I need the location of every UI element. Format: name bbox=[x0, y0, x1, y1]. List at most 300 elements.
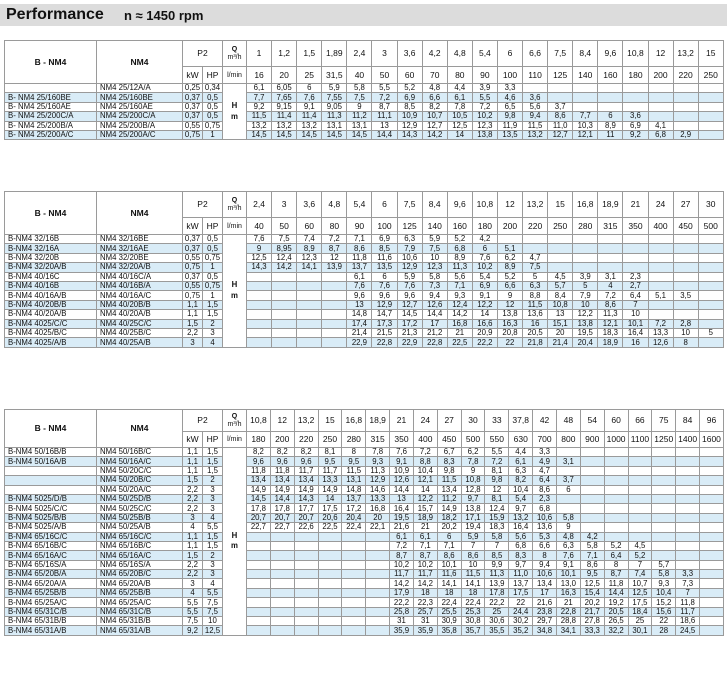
head-value bbox=[604, 494, 628, 503]
head-value: 8,7 bbox=[372, 102, 397, 111]
head-value: 6,3 bbox=[556, 541, 580, 550]
head-value: 4,6 bbox=[497, 93, 522, 102]
head-value bbox=[297, 338, 322, 347]
head-value: 7,8 bbox=[447, 102, 472, 111]
flow-lmin: 110 bbox=[523, 67, 548, 84]
head-value: 3,9 bbox=[573, 272, 598, 281]
head-value: 5,5 bbox=[472, 93, 497, 102]
head-value: 31 bbox=[413, 617, 437, 626]
head-value bbox=[580, 494, 604, 503]
kw-cell: 9,2 bbox=[183, 626, 203, 635]
head-value bbox=[652, 532, 676, 541]
flow-m3h: 42 bbox=[533, 410, 557, 432]
head-value: 24,4 bbox=[509, 607, 533, 616]
head-value: 8,4 bbox=[548, 291, 573, 300]
head-value bbox=[673, 244, 698, 253]
head-value: 9 bbox=[556, 523, 580, 532]
head-value: 9,2 bbox=[247, 102, 272, 111]
head-value bbox=[628, 448, 652, 457]
head-value: 7,7 bbox=[573, 112, 598, 121]
head-value: 14,1 bbox=[461, 579, 485, 588]
head-value bbox=[272, 310, 297, 319]
head-value bbox=[318, 626, 342, 635]
head-value: 10,4 bbox=[509, 485, 533, 494]
head-value bbox=[294, 541, 318, 550]
head-value bbox=[700, 466, 724, 475]
flow-lmin: 220 bbox=[673, 67, 698, 84]
table-row bbox=[5, 626, 724, 635]
flow-lmin: 50 bbox=[272, 218, 297, 235]
head-value: 14,6 bbox=[366, 485, 390, 494]
flow-lmin: 400 bbox=[413, 432, 437, 448]
head-value: 22,2 bbox=[472, 338, 497, 347]
head-value: 5,1 bbox=[497, 244, 522, 253]
head-value: 8,9 bbox=[297, 244, 322, 253]
head-value: 33,3 bbox=[580, 626, 604, 635]
kw-cell: 1,1 bbox=[183, 300, 203, 309]
table-row bbox=[5, 338, 724, 347]
hp-cell: 1,5 bbox=[203, 532, 223, 541]
performance-table bbox=[4, 409, 724, 636]
hp-cell: 2 bbox=[203, 319, 223, 328]
head-value: 30,2 bbox=[509, 617, 533, 626]
hp-header: HP bbox=[203, 67, 223, 84]
nm4-header: NM4 bbox=[97, 192, 183, 235]
head-value: 8,2 bbox=[422, 102, 447, 111]
kw-cell: 0,75 bbox=[183, 263, 203, 272]
kw-cell: 5,5 bbox=[183, 598, 203, 607]
kw-cell: 1,1 bbox=[183, 310, 203, 319]
head-value: 9 bbox=[247, 244, 272, 253]
head-value: 5,1 bbox=[648, 291, 673, 300]
flow-m3h: 3,6 bbox=[397, 41, 422, 67]
nm4-cell: NM4 65/16B/C bbox=[97, 541, 183, 550]
kw-cell: 4 bbox=[183, 588, 203, 597]
hp-cell: 10 bbox=[203, 617, 223, 626]
flow-lmin: 1600 bbox=[700, 432, 724, 448]
flow-lmin: 40 bbox=[347, 67, 372, 84]
head-value: 4,8 bbox=[422, 84, 447, 93]
hp-cell: 7,5 bbox=[203, 607, 223, 616]
head-value bbox=[698, 319, 723, 328]
kw-cell: 1,1 bbox=[183, 466, 203, 475]
head-value bbox=[523, 84, 548, 93]
head-value: 17,5 bbox=[628, 598, 652, 607]
head-value: 9,5 bbox=[342, 457, 366, 466]
head-value: 14,5 bbox=[397, 310, 422, 319]
head-value: 5,9 bbox=[397, 272, 422, 281]
head-value: 8 bbox=[533, 551, 557, 560]
head-value: 9,3 bbox=[652, 579, 676, 588]
head-value bbox=[676, 504, 700, 513]
head-value: 25,7 bbox=[413, 607, 437, 616]
kw-cell: 0,37 bbox=[183, 272, 203, 281]
head-value: 5,3 bbox=[533, 532, 557, 541]
head-value: 7,8 bbox=[366, 448, 390, 457]
table-row bbox=[5, 551, 724, 560]
head-value: 7,2 bbox=[322, 235, 347, 244]
flow-lmin: 220 bbox=[523, 218, 548, 235]
head-value bbox=[604, 513, 628, 522]
head-value: 6,2 bbox=[497, 253, 522, 262]
head-value: 18 bbox=[437, 588, 461, 597]
head-value bbox=[297, 300, 322, 309]
head-value: 8,9 bbox=[598, 121, 623, 130]
head-value: 22,4 bbox=[461, 598, 485, 607]
head-value bbox=[318, 560, 342, 569]
head-value bbox=[342, 626, 366, 635]
head-value: 14,4 bbox=[270, 494, 294, 503]
head-value: 11,3 bbox=[485, 570, 509, 579]
head-value bbox=[247, 560, 271, 569]
head-value: 9,8 bbox=[437, 466, 461, 475]
head-value: 10,8 bbox=[461, 476, 485, 485]
head-value bbox=[247, 281, 272, 290]
head-value bbox=[548, 244, 573, 253]
head-value bbox=[556, 494, 580, 503]
head-value: 7,9 bbox=[573, 291, 598, 300]
nm4-cell: NM4 40/16A/C bbox=[97, 291, 183, 300]
table-row bbox=[5, 253, 724, 262]
head-value: 20,5 bbox=[523, 328, 548, 337]
head-value: 6,1 bbox=[347, 272, 372, 281]
head-value: 22,9 bbox=[397, 338, 422, 347]
head-value bbox=[623, 102, 648, 111]
head-value: 6,1 bbox=[509, 457, 533, 466]
head-value bbox=[698, 93, 723, 102]
nm4-cell: NM4 65/25B/B bbox=[97, 588, 183, 597]
head-value: 6,9 bbox=[397, 93, 422, 102]
head-value: 12,4 bbox=[447, 300, 472, 309]
head-value: 7,3 bbox=[422, 281, 447, 290]
head-value: 10,3 bbox=[573, 121, 598, 130]
head-value: 16,8 bbox=[447, 319, 472, 328]
head-value: 11,7 bbox=[294, 466, 318, 475]
head-value: 7,2 bbox=[598, 291, 623, 300]
head-value bbox=[628, 532, 652, 541]
flow-m3h: 9,6 bbox=[598, 41, 623, 67]
head-value: 18 bbox=[461, 588, 485, 597]
head-value: 16,6 bbox=[472, 319, 497, 328]
head-value: 9,7 bbox=[509, 560, 533, 569]
head-value: 25 bbox=[628, 617, 652, 626]
head-value: 13 bbox=[347, 300, 372, 309]
flow-m3h: 12 bbox=[497, 192, 522, 218]
head-value: 12,1 bbox=[413, 476, 437, 485]
head-value: 13,2 bbox=[297, 121, 322, 130]
head-value: 5,2 bbox=[604, 541, 628, 550]
flow-m3h: 30 bbox=[698, 192, 723, 218]
hp-cell: 7,5 bbox=[203, 598, 223, 607]
head-value: 20,8 bbox=[497, 328, 522, 337]
head-value bbox=[598, 102, 623, 111]
kw-cell: 1,1 bbox=[183, 532, 203, 541]
head-value bbox=[272, 319, 297, 328]
head-value: 3,7 bbox=[548, 102, 573, 111]
head-value: 20 bbox=[548, 328, 573, 337]
nm4-cell: NM4 65/31B/B bbox=[97, 617, 183, 626]
head-value bbox=[628, 485, 652, 494]
head-value bbox=[322, 338, 347, 347]
p2-header: P2 bbox=[183, 410, 223, 432]
head-value: 13,2 bbox=[509, 513, 533, 522]
flow-m3h: 10,8 bbox=[247, 410, 271, 432]
head-value: 5,2 bbox=[628, 551, 652, 560]
head-value bbox=[623, 93, 648, 102]
head-value bbox=[573, 93, 598, 102]
head-value: 9,8 bbox=[485, 476, 509, 485]
head-value bbox=[556, 448, 580, 457]
head-value: 34,8 bbox=[533, 626, 557, 635]
flow-m3h: 13,2 bbox=[523, 192, 548, 218]
head-value bbox=[366, 588, 390, 597]
head-value: 3,7 bbox=[556, 476, 580, 485]
head-value: 14,7 bbox=[372, 310, 397, 319]
hp-cell: 3 bbox=[203, 328, 223, 337]
nm4-cell: NM4 65/16C/C bbox=[97, 532, 183, 541]
flow-m3h: 27 bbox=[673, 192, 698, 218]
head-value bbox=[297, 328, 322, 337]
head-value bbox=[342, 560, 366, 569]
head-value: 12,5 bbox=[447, 121, 472, 130]
head-value bbox=[366, 617, 390, 626]
flow-m3h: 10,8 bbox=[623, 41, 648, 67]
head-value: 8,8 bbox=[523, 291, 548, 300]
head-value bbox=[318, 617, 342, 626]
head-value bbox=[366, 598, 390, 607]
head-value: 7,5 bbox=[523, 263, 548, 272]
nm4-cell: NM4 40/20B/B bbox=[97, 300, 183, 309]
head-value: 8,2 bbox=[247, 448, 271, 457]
head-value bbox=[598, 253, 623, 262]
nm4-cell: NM4 40/25C/C bbox=[97, 319, 183, 328]
head-value bbox=[318, 541, 342, 550]
head-value bbox=[698, 112, 723, 121]
kw-cell: 1,1 bbox=[183, 457, 203, 466]
nm4-cell: NM4 50/16A/C bbox=[97, 457, 183, 466]
head-value bbox=[318, 570, 342, 579]
head-value bbox=[700, 551, 724, 560]
head-value: 35,7 bbox=[461, 626, 485, 635]
model-cell: B-NM4 5025/A/B bbox=[5, 523, 97, 532]
head-value: 18,3 bbox=[598, 328, 623, 337]
head-value bbox=[652, 485, 676, 494]
head-value bbox=[604, 532, 628, 541]
head-value: 8,6 bbox=[533, 485, 557, 494]
model-cell: B- NM4 25/160BE bbox=[5, 93, 97, 102]
head-value: 10,9 bbox=[397, 112, 422, 121]
head-value: 6,1 bbox=[413, 532, 437, 541]
head-value: 9,5 bbox=[580, 570, 604, 579]
head-value: 26,5 bbox=[604, 617, 628, 626]
flow-lmin: 900 bbox=[580, 432, 604, 448]
head-value: 13,3 bbox=[648, 328, 673, 337]
head-value bbox=[297, 291, 322, 300]
head-value: 5,2 bbox=[497, 272, 522, 281]
head-value: 11,3 bbox=[366, 466, 390, 475]
flow-m3h: 48 bbox=[556, 410, 580, 432]
head-value bbox=[648, 244, 673, 253]
head-value: 13,8 bbox=[472, 130, 497, 139]
nm4-cell: NM4 25/160BE bbox=[97, 93, 183, 102]
head-value: 10,4 bbox=[413, 466, 437, 475]
head-value bbox=[652, 541, 676, 550]
head-value: 12,3 bbox=[422, 263, 447, 272]
table-row bbox=[5, 541, 724, 550]
model-cell: B-NM4 65/31B/B bbox=[5, 617, 97, 626]
nm4-cell: NM4 32/20BE bbox=[97, 253, 183, 262]
flow-m3h: 13,2 bbox=[294, 410, 318, 432]
head-value: 9,5 bbox=[318, 457, 342, 466]
head-value: 7,5 bbox=[422, 244, 447, 253]
head-value: 14 bbox=[447, 130, 472, 139]
head-value bbox=[272, 291, 297, 300]
head-value: 9,1 bbox=[297, 102, 322, 111]
head-value: 3,9 bbox=[472, 84, 497, 93]
model-cell: B-NM4 65/31C/B bbox=[5, 607, 97, 616]
head-value: 13,7 bbox=[347, 263, 372, 272]
head-value: 5,8 bbox=[422, 272, 447, 281]
head-value: 14,4 bbox=[604, 588, 628, 597]
head-value bbox=[700, 541, 724, 550]
q-unit-header bbox=[223, 410, 247, 432]
flow-lmin: 50 bbox=[372, 67, 397, 84]
head-value: 9,6 bbox=[294, 457, 318, 466]
model-cell: B-NM4 32/20A/B bbox=[5, 263, 97, 272]
kw-cell: 0,37 bbox=[183, 112, 203, 121]
flow-lmin: 350 bbox=[390, 432, 414, 448]
head-value bbox=[318, 598, 342, 607]
head-value: 9 bbox=[461, 466, 485, 475]
head-value: 8,5 bbox=[397, 102, 422, 111]
head-value: 18,9 bbox=[598, 338, 623, 347]
head-value bbox=[366, 532, 390, 541]
head-value bbox=[698, 130, 723, 139]
head-value: 7,1 bbox=[437, 541, 461, 550]
flow-lmin: 280 bbox=[342, 432, 366, 448]
head-value: 12,6 bbox=[422, 300, 447, 309]
head-value: 22,2 bbox=[390, 598, 414, 607]
head-value bbox=[247, 272, 272, 281]
flow-m3h: 6 bbox=[372, 192, 397, 218]
head-value: 34,1 bbox=[556, 626, 580, 635]
head-value: 10,7 bbox=[628, 579, 652, 588]
head-value: 22,3 bbox=[413, 598, 437, 607]
head-value bbox=[294, 560, 318, 569]
head-value: 11,6 bbox=[437, 570, 461, 579]
nm4-cell: NM4 65/16S/A bbox=[97, 560, 183, 569]
flow-m3h: 54 bbox=[580, 410, 604, 432]
q-label: Q bbox=[231, 412, 238, 420]
flow-m3h: 10,8 bbox=[472, 192, 497, 218]
head-value bbox=[270, 532, 294, 541]
head-value bbox=[548, 84, 573, 93]
head-value: 16,4 bbox=[509, 523, 533, 532]
head-value: 5,7 bbox=[548, 281, 573, 290]
table-row bbox=[5, 476, 724, 485]
head-value: 5 bbox=[698, 328, 723, 337]
head-value: 25 bbox=[485, 607, 509, 616]
flow-m3h: 8,4 bbox=[573, 41, 598, 67]
head-value: 15,2 bbox=[652, 598, 676, 607]
head-value: 22 bbox=[509, 598, 533, 607]
head-value bbox=[700, 570, 724, 579]
head-value: 23,8 bbox=[533, 607, 557, 616]
table-row bbox=[5, 328, 724, 337]
head-value: 24,5 bbox=[676, 626, 700, 635]
head-value: 7,4 bbox=[628, 570, 652, 579]
head-value: 13,1 bbox=[322, 121, 347, 130]
head-value: 8,1 bbox=[485, 466, 509, 475]
model-cell bbox=[5, 476, 97, 485]
head-value: 8,1 bbox=[485, 494, 509, 503]
head-value bbox=[580, 513, 604, 522]
hp-cell: 4 bbox=[203, 338, 223, 347]
head-value: 17 bbox=[533, 588, 557, 597]
head-value: 20 bbox=[366, 513, 390, 522]
head-value: 21,4 bbox=[548, 338, 573, 347]
head-value: 7,5 bbox=[347, 93, 372, 102]
head-value bbox=[628, 494, 652, 503]
head-value: 14,3 bbox=[397, 130, 422, 139]
head-value bbox=[294, 617, 318, 626]
head-value: 9,15 bbox=[272, 102, 297, 111]
head-value: 7,9 bbox=[397, 244, 422, 253]
head-value bbox=[628, 457, 652, 466]
head-value: 17 bbox=[422, 319, 447, 328]
head-value bbox=[604, 466, 628, 475]
head-value: 7 bbox=[628, 560, 652, 569]
head-value: 9,6 bbox=[397, 291, 422, 300]
head-value: 9,6 bbox=[247, 457, 271, 466]
hp-cell: 4 bbox=[203, 513, 223, 522]
head-value bbox=[247, 300, 272, 309]
hp-cell: 1,5 bbox=[203, 457, 223, 466]
head-value: 13,5 bbox=[497, 130, 522, 139]
kw-cell: 0,37 bbox=[183, 93, 203, 102]
head-value: 13,7 bbox=[509, 579, 533, 588]
head-value bbox=[648, 253, 673, 262]
head-value: 12 bbox=[322, 253, 347, 262]
model-header: B - NM4 bbox=[5, 41, 97, 84]
head-value: 12,1 bbox=[573, 130, 598, 139]
flow-m3h: 24 bbox=[648, 192, 673, 218]
head-value bbox=[548, 93, 573, 102]
flow-lmin: 180 bbox=[623, 67, 648, 84]
head-value: 17,5 bbox=[509, 588, 533, 597]
head-value: 2,3 bbox=[623, 272, 648, 281]
head-value bbox=[604, 476, 628, 485]
head-value: 11,7 bbox=[318, 466, 342, 475]
head-value: 13,5 bbox=[372, 263, 397, 272]
head-value: 8,3 bbox=[437, 457, 461, 466]
nm4-cell: NM4 25/160AE bbox=[97, 102, 183, 111]
flow-lmin: 315 bbox=[598, 218, 623, 235]
head-value: 22,8 bbox=[372, 338, 397, 347]
flow-m3h: 1,2 bbox=[272, 41, 297, 67]
head-value bbox=[366, 579, 390, 588]
head-value: 5,6 bbox=[509, 532, 533, 541]
head-value bbox=[648, 281, 673, 290]
head-value: 7,2 bbox=[390, 541, 414, 550]
head-value: 14,3 bbox=[294, 494, 318, 503]
table-row bbox=[5, 588, 724, 597]
head-value bbox=[623, 263, 648, 272]
head-value: 30,6 bbox=[485, 617, 509, 626]
head-value: 12,5 bbox=[628, 588, 652, 597]
head-value: 7,2 bbox=[372, 93, 397, 102]
head-value: 7,6 bbox=[297, 93, 322, 102]
